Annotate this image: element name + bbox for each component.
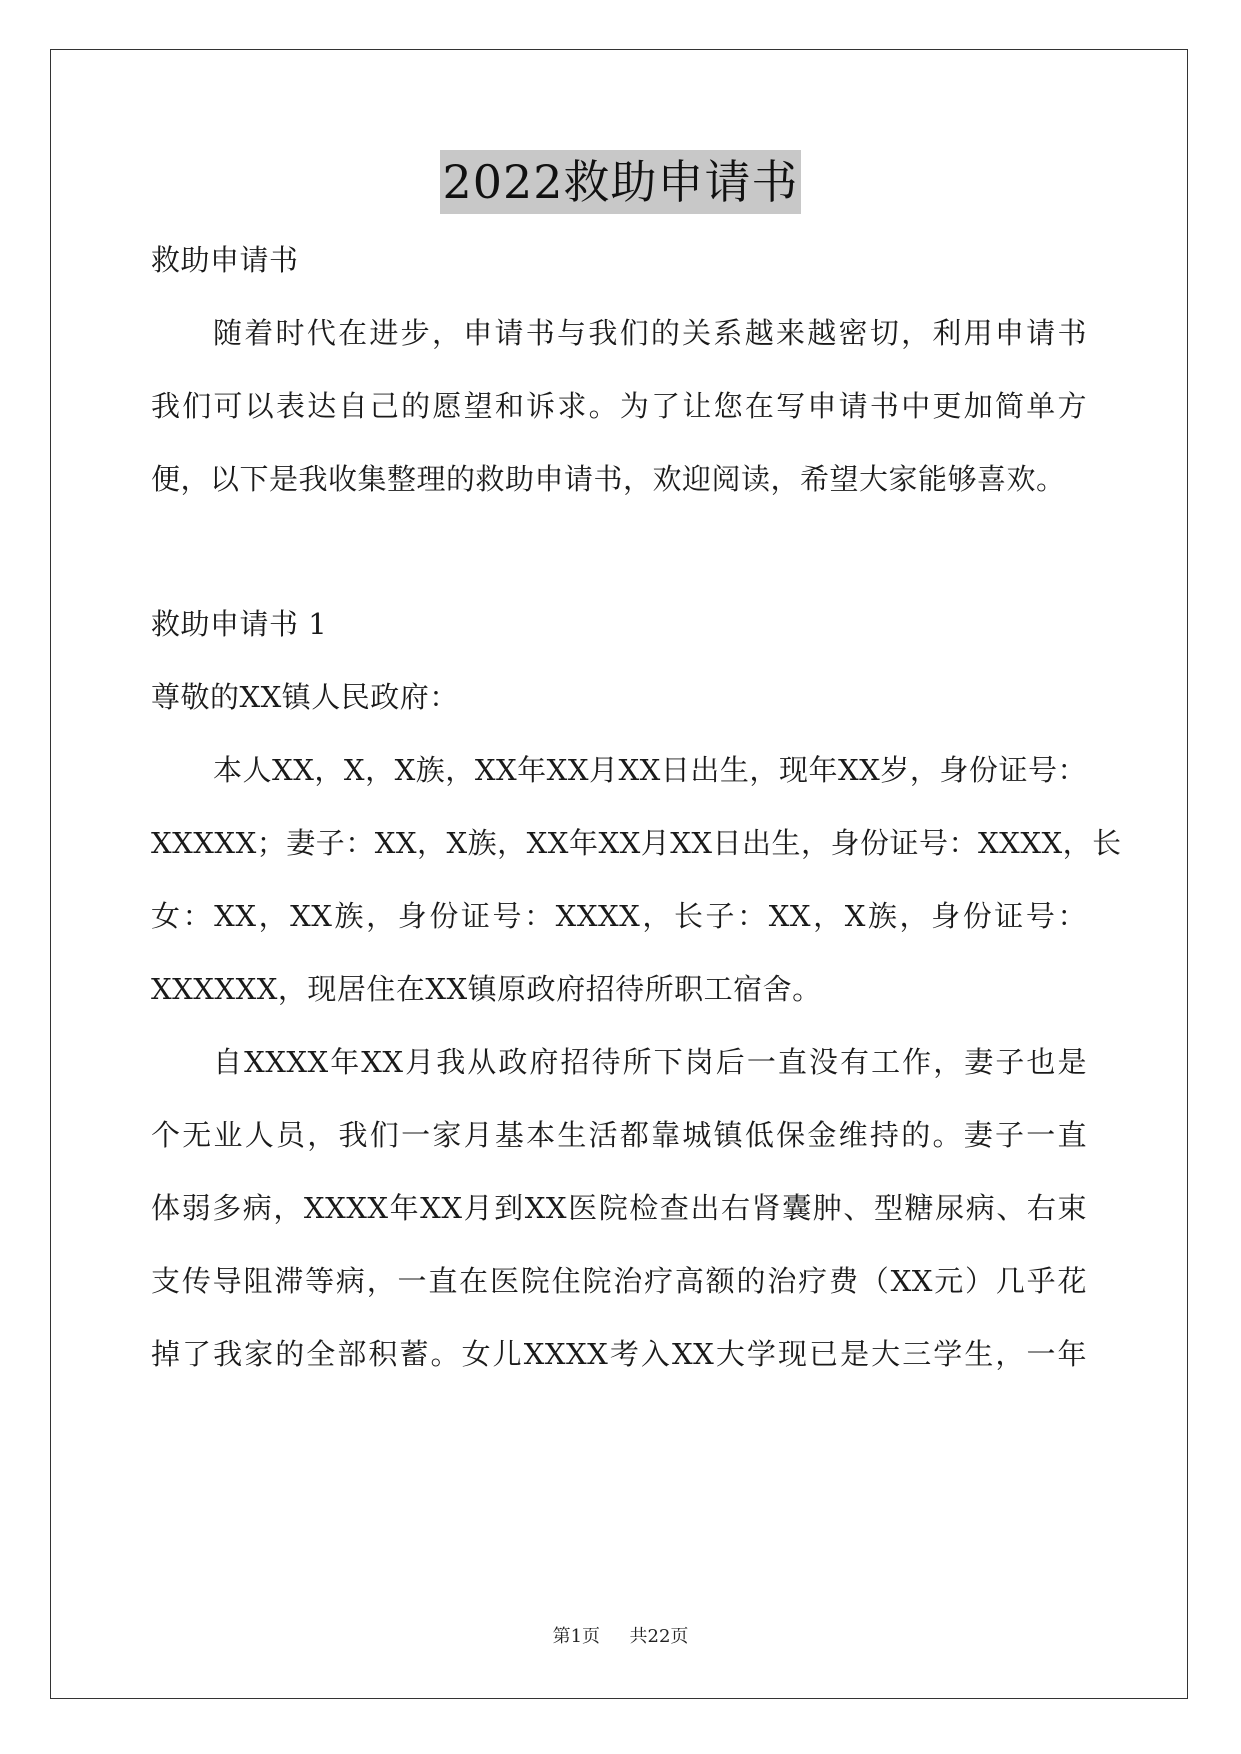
para1-line-1: 本人XX，X，X族，XX年XX月XX日出生，现年XX岁，身份证号： — [213, 753, 1087, 787]
para2-line-4: 支传导阻滞等病，一直在医院住院治疗高额的治疗费（XX元）几乎花 — [151, 1264, 1087, 1298]
page-footer — [0, 1625, 1241, 1649]
intro-line-3: 便，以下是我收集整理的救助申请书，欢迎阅读，希望大家能够喜欢。 — [151, 462, 1066, 496]
para1-line-2: XXXXX；妻子：XX，X族，XX年XX月XX日出生，身份证号：XXXX，长 — [151, 826, 1122, 860]
page-total: 共22页 — [629, 1626, 689, 1647]
title-container — [0, 150, 1241, 214]
document-title: 2022救助申请书 — [440, 150, 800, 214]
para2-line-5: 掉了我家的全部积蓄。女儿XXXX考入XX大学现已是大三学生，一年 — [151, 1337, 1087, 1371]
heading: 救助申请书 — [151, 243, 299, 277]
para2-line-3: 体弱多病，XXXX年XX月到XX医院检查出右肾囊肿、型糖尿病、右束 — [151, 1191, 1087, 1225]
para2-line-1: 自XXXX年XX月我从政府招待所下岗后一直没有工作，妻子也是 — [213, 1045, 1087, 1079]
page-number: 第1页 — [552, 1626, 601, 1647]
section-heading: 救助申请书 1 — [151, 607, 328, 641]
para1-line-4: XXXXXX，现居住在XX镇原政府招待所职工宿舍。 — [151, 972, 822, 1006]
intro-line-1: 随着时代在进步，申请书与我们的关系越来越密切，利用申请书 — [213, 316, 1087, 350]
para2-line-2: 个无业人员，我们一家月基本生活都靠城镇低保金维持的。妻子一直 — [151, 1118, 1087, 1152]
salutation: 尊敬的XX镇人民政府： — [151, 680, 459, 714]
intro-line-2: 我们可以表达自己的愿望和诉求。为了让您在写申请书中更加简单方 — [151, 389, 1087, 423]
page-border — [50, 49, 1188, 1699]
para1-line-3: 女：XX，XX族，身份证号：XXXX，长子：XX，X族，身份证号： — [151, 899, 1087, 933]
